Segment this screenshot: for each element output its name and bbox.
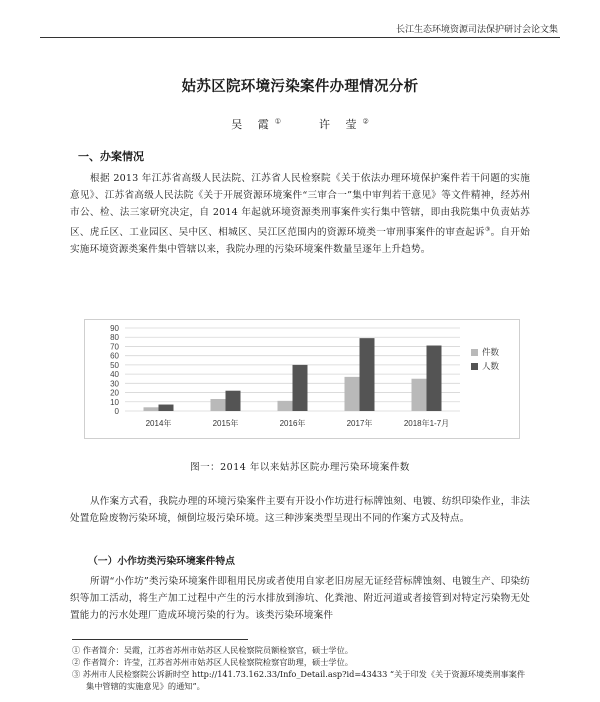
bar-persons (293, 365, 308, 411)
y-tick-label: 90 (110, 324, 119, 333)
header-rule (40, 37, 560, 38)
paragraph-text: 根据 2013 年江苏省高级人民法院、江苏省人民检察院《关于依法办理环境保护案件若干问题的实施意见》、江苏省高级人民法院《关于开展资源环境案件“三审合一”集中审判若干意见》等文件精神，经苏州市公、检、法三家研究决定，自 2014 年起就环境资源类刑事案件实行集中管辖，即由我院集中负责姑苏区、虎丘区、工业园区、吴中区、相城区、吴江区范围内的资源环境类一审刑事案件的审查起诉 (70, 173, 530, 239)
footnotes (72, 644, 532, 692)
authors (0, 116, 600, 132)
bar-cases (211, 399, 226, 411)
author-footnote-mark: ① (274, 117, 281, 126)
bar-cases (144, 407, 159, 411)
x-tick-label: 2018年1-7月 (403, 419, 450, 428)
author-name: 吴 霞 (231, 118, 275, 131)
y-tick-label: 70 (110, 342, 119, 352)
y-tick-label: 0 (114, 407, 119, 416)
legend-label: 件数 (482, 348, 500, 358)
legend-swatch (471, 363, 478, 370)
figure-caption: 图一：2014 年以来姑苏区院办理污染环境案件数 (190, 462, 410, 473)
bar-persons (226, 391, 241, 411)
bar-cases (278, 401, 293, 411)
paragraph-text: 。自开始实施环境资源类案件集中管辖以来，我院办理的污染环境案件数量呈逐年上升趋势。 (70, 227, 530, 256)
x-tick-label: 2015年 (212, 419, 239, 428)
bar-cases (412, 379, 427, 411)
bar-persons (427, 346, 442, 411)
x-tick-label: 2017年 (346, 419, 373, 428)
x-tick-label: 2014年 (145, 419, 172, 428)
x-tick-label: 2016年 (279, 419, 306, 428)
y-tick-label: 50 (110, 360, 119, 370)
chart-svg (85, 320, 519, 438)
y-tick-label: 80 (110, 333, 119, 343)
footnote-rule (72, 639, 248, 640)
bar-persons (360, 338, 375, 411)
y-tick-label: 60 (110, 351, 119, 361)
bar-persons (159, 405, 174, 411)
footnote: ① 作者简介：吴霞，江苏省苏州市姑苏区人民检察院员额检察官，硕士学位。 (72, 645, 353, 655)
bar-cases (345, 377, 360, 411)
footnote: ② 作者简介：许莹，江苏省苏州市姑苏区人民检察院检察官助理，硕士学位。 (72, 657, 353, 667)
bar-chart (84, 319, 520, 439)
y-tick-label: 20 (110, 388, 119, 398)
y-tick-label: 40 (110, 370, 119, 380)
footnote: ③ 苏州市人民检察院公诉新时空 http://141.73.162.33/Info_Detail.asp?id=43433 “关于印发《关于资源环境类刑事案件集中管辖的实施意见》的通知”。 (72, 669, 526, 691)
paragraph: 所谓“小作坊”类污染环境案件即租用民房或者使用自家老旧房屋无证经营标牌蚀刻、电镀生产、印染纺织等加工活动，将生产加工过程中产生的污水排放到渗坑、化粪池、附近河道或者接管到对特定污染物无处置能力的污水处理厂造成环境污染的行为。该类污染环境案件 (70, 576, 530, 621)
subsection-heading: （一）小作坊类污染环境案件特点 (88, 556, 235, 567)
legend-label: 人数 (482, 362, 500, 372)
section-heading: 一、办案情况 (78, 150, 144, 163)
paragraph (70, 170, 530, 258)
paper-title: 姑苏区院环境污染案件办理情况分析 (181, 79, 419, 95)
footnote-mark: ③ (484, 226, 491, 233)
author-name: 许 莹 (319, 118, 363, 131)
paragraph: 从作案方式看，我院办理的环境污染案件主要有开设小作坊进行标牌蚀刻、电镀、纺织印染作业，非法处置危险废物污染环境，倾倒垃圾污染环境。这三种涉案类型呈现出不同的作案方式及特点。 (70, 496, 530, 524)
y-tick-label: 10 (110, 397, 119, 407)
y-tick-label: 30 (110, 379, 119, 389)
legend-swatch (471, 349, 478, 356)
author-footnote-mark: ② (362, 117, 369, 126)
running-header: 长江生态环境资源司法保护研讨会论文集 (395, 25, 558, 35)
